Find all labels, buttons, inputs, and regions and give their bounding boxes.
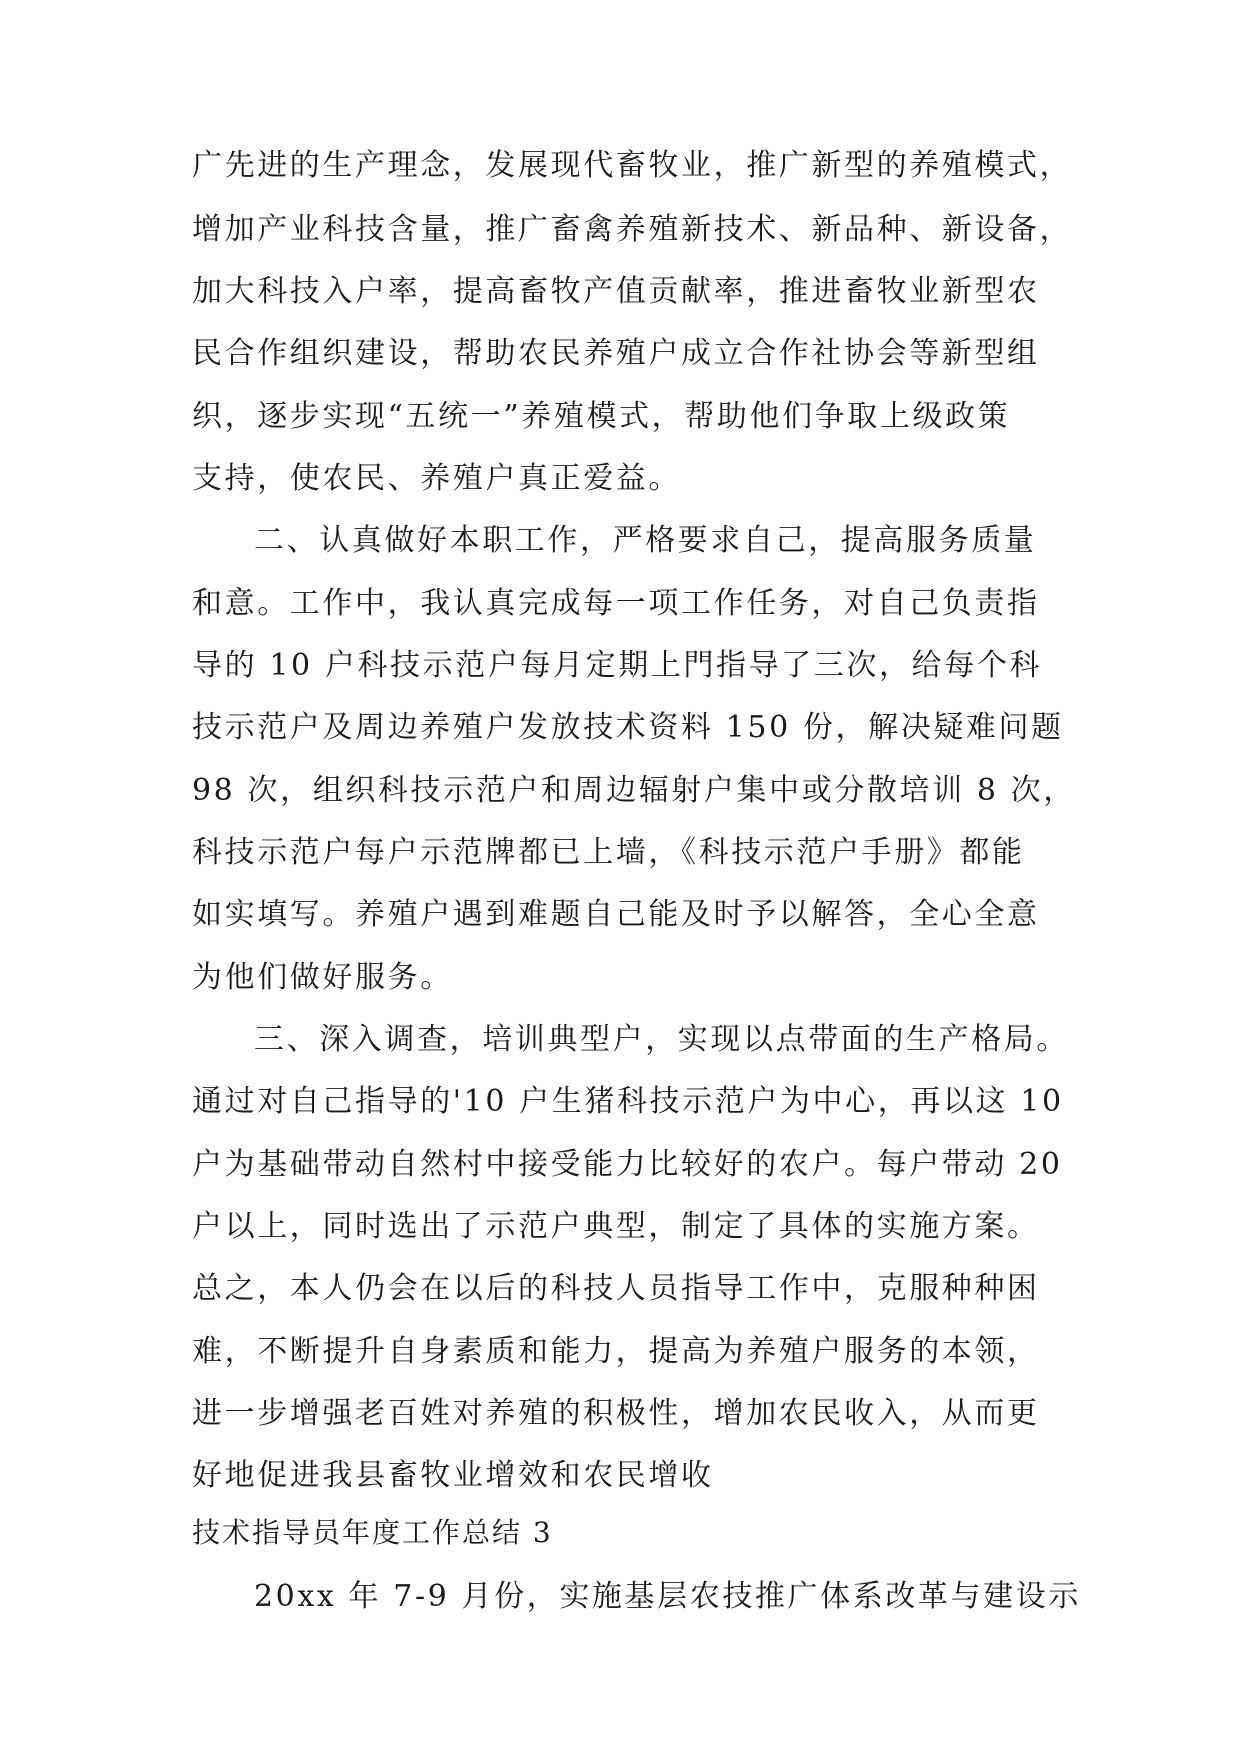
text-line: 广先进的生产理念，发展现代畜牧业，推广新型的养殖模式， — [192, 148, 1073, 183]
text-line: 科技示范户每户示范牌都已上墙，《科技示范户手册》都能 — [192, 835, 1025, 870]
text-line: 支持，使农民、养殖户真正爱益。 — [192, 461, 681, 496]
paragraph-two-start: 二、认真做好本职工作，严格要求自己，提高服务质量 — [254, 523, 1037, 558]
text-line: 导的 10 户科技示范户每月定期上門指导了三次，给每个科 — [192, 648, 1043, 683]
text-line: 如实填写。养殖户遇到难题自己能及时予以解答，全心全意 — [192, 897, 1040, 932]
section-title: 技术指导员年度工作总结 3 — [192, 1516, 553, 1549]
text-line: 进一步增强老百姓对养殖的积极性，增加农民收入，从而更 — [192, 1396, 1040, 1431]
paragraph-next-start: 20xx 年 7-9 月份，实施基层农技推广体系改革与建设示 — [254, 1579, 1081, 1614]
text-line: 总之，本人仍会在以后的科技人员指导工作中，克服种种困 — [192, 1271, 1040, 1306]
text-line: 技示范户及周边养殖户发放技术资料 150 份，解决疑难问题 — [192, 710, 1064, 745]
text-line: 加大科技入户率，提高畜牧产值贡献率，推进畜牧业新型农 — [192, 274, 1040, 309]
text-line: 好地促进我县畜牧业增效和农民增收 — [192, 1458, 714, 1493]
text-line: 织，逐步实现“五统一”养殖模式，帮助他们争取上级政策 — [192, 399, 1011, 434]
text-line: 户以上，同时选出了示范户典型，制定了具体的实施方案。 — [192, 1209, 1040, 1244]
text-line: 98 次，组织科技示范户和周边辐射户集中或分散培训 8 次， — [192, 773, 1076, 808]
text-line: 为他们做好服务。 — [192, 960, 453, 995]
text-line: 增加产业科技含量，推广畜禽养殖新技术、新品种、新设备， — [192, 212, 1073, 247]
text-line: 和意。工作中，我认真完成每一项工作任务，对自己负责指 — [192, 586, 1040, 621]
text-line: 户为基础带动自然村中接受能力比较好的农户。每户带动 20 — [192, 1147, 1063, 1182]
text-line: 难，不断提升自身素质和能力，提高为养殖户服务的本领， — [192, 1334, 1040, 1369]
paragraph-three-start: 三、深入调查，培训典型户，实现以点带面的生产格局。 — [254, 1022, 1069, 1057]
text-line: 民合作组织建设，帮助农民养殖户成立合作社协会等新型组 — [192, 336, 1040, 371]
text-line: 通过对自己指导的'10 户生猪科技示范户为中心，再以这 10 — [192, 1084, 1064, 1119]
